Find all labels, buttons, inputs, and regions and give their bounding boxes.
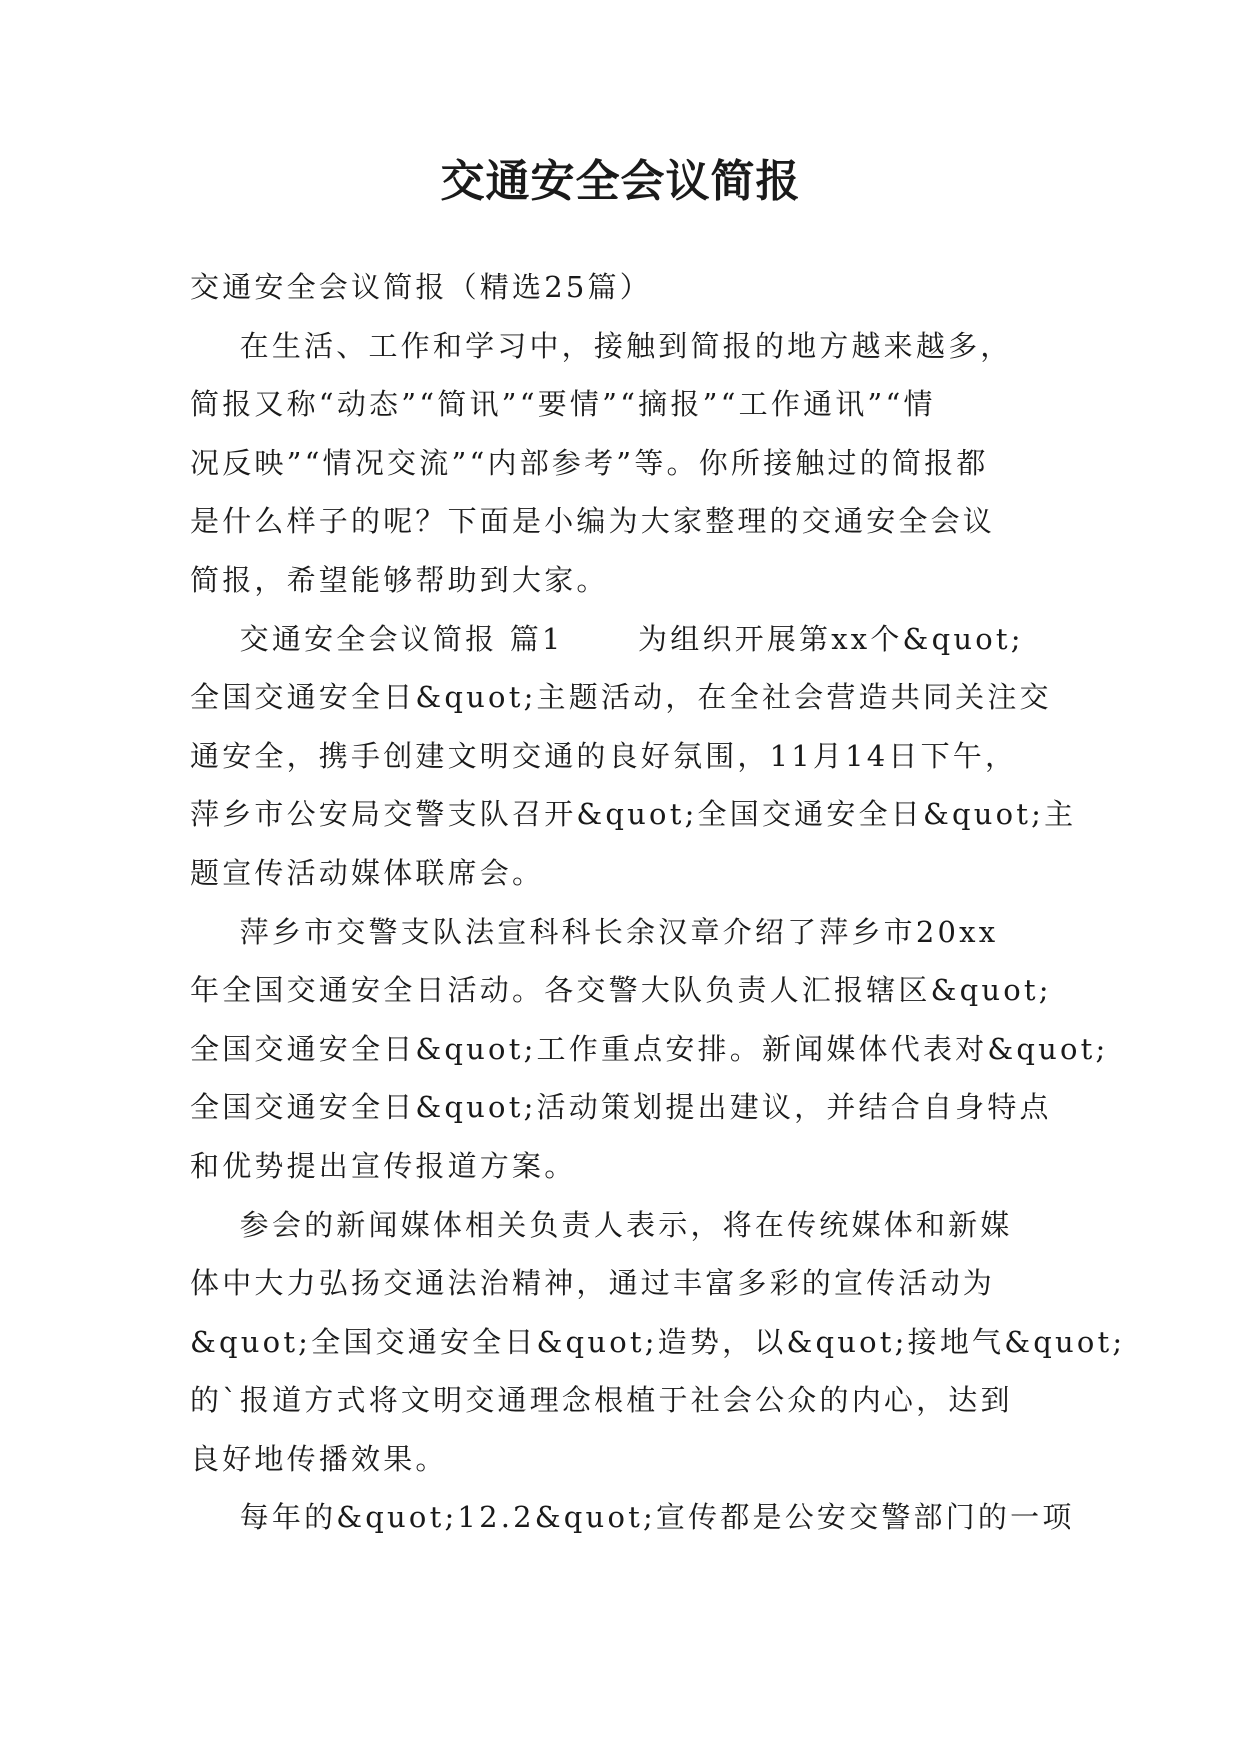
text-line: 年全国交通安全日活动。各交警大队负责人汇报辖区&quot; <box>190 973 1052 1008</box>
text-line: 全国交通安全日&quot;工作重点安排。新闻媒体代表对&quot; <box>190 1031 1109 1066</box>
text-line: 参会的新闻媒体相关负责人表示，将在传统媒体和新媒 <box>190 1207 1013 1242</box>
text-line: 体中大力弘扬交通法治精神，通过丰富多彩的宣传活动为 <box>190 1266 996 1301</box>
text-line: 每年的&quot;12.2&quot;宣传都是公安交警部门的一项 <box>190 1500 1075 1535</box>
text-line: 在生活、工作和学习中，接触到简报的地方越来越多， <box>190 328 1013 363</box>
page-title: 交通安全会议简报 <box>440 156 801 207</box>
text-line: 简报又称“动态”“简讯”“要情”“摘报”“工作通讯”“情 <box>190 387 936 422</box>
text-line: 的`报道方式将文明交通理念根植于社会公众的内心，达到 <box>190 1383 1013 1418</box>
text-line: &quot;全国交通安全日&quot;造势，以&quot;接地气&quot; <box>190 1324 1126 1359</box>
text-line: 萍乡市交警支队法宣科科长余汉章介绍了萍乡市20xx <box>190 914 999 949</box>
text-line: 全国交通安全日&quot;活动策划提出建议，并结合自身特点 <box>190 1090 1052 1125</box>
document-body <box>190 258 1126 1547</box>
text-line: 交通安全会议简报 篇1 为组织开展第xx个&quot; <box>190 621 1024 656</box>
text-line: 良好地传播效果。 <box>190 1441 448 1476</box>
text-line: 简报，希望能够帮助到大家。 <box>190 562 609 597</box>
text-line: 全国交通安全日&quot;主题活动，在全社会营造共同关注交 <box>190 680 1052 715</box>
text-line: 是什么样子的呢？下面是小编为大家整理的交通安全会议 <box>190 504 996 539</box>
text-line: 况反映”“情况交流”“内部参考”等。你所接触过的简报都 <box>190 445 989 480</box>
text-line: 题宣传活动媒体联席会。 <box>190 855 545 890</box>
subtitle-line: 交通安全会议简报（精选25篇） <box>190 270 652 304</box>
text-line: 和优势提出宣传报道方案。 <box>190 1148 577 1183</box>
text-line: 萍乡市公安局交警支队召开&quot;全国交通安全日&quot;主 <box>190 797 1077 832</box>
text-line: 通安全，携手创建文明交通的良好氛围，11月14日下午， <box>190 738 1018 773</box>
